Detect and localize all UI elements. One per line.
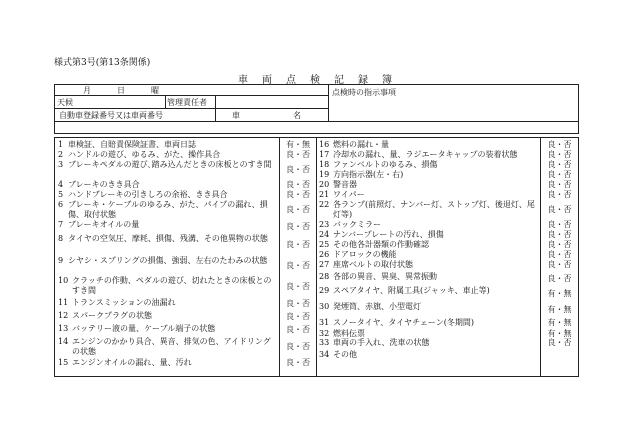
item-text: シヤシ・スプリングの損傷、強弱、左右のたわみの状態 [68,256,268,265]
item-text: バッテリー液の量、ケーブル端子の状態 [72,324,216,333]
month-label: 月 [83,86,91,95]
item-number: 27 [319,260,330,269]
inspection-item [58,200,278,220]
item-result-options: 良・否 [547,274,572,283]
inspection-item [58,337,278,358]
item-text: ファンベルトのゆるみ、損傷 [333,160,438,169]
item-text: ドアロックの機能 [333,250,397,259]
item-number: 13 [58,324,69,333]
item-text: ブレーキオイルの量 [68,220,140,229]
item-text: スペアタイヤ、附属工具(ジャッキ、車止等) [333,286,490,295]
name-label: 名 [293,111,301,120]
weather-label: 天候 [57,98,73,107]
item-result-options: 良・否 [286,342,310,351]
item-result-options: 良・否 [286,312,310,321]
item-text: 座席ベルトの取付状態 [333,260,413,269]
inspection-item [319,190,538,200]
item-number: 7 [58,220,64,229]
item-number: 33 [319,338,330,347]
item-text: タイヤの空気圧、摩耗、損傷、残溝、その他異物の状態 [68,234,268,243]
item-result-options: 良・否 [286,325,310,334]
title-char: 点 [286,75,296,86]
inspection-item [58,256,278,276]
item-text: ブレーキのきき具合 [68,180,140,189]
manager-label: 管理責任者 [167,98,207,107]
item-result-options: 良・否 [547,170,572,179]
item-number: 23 [319,220,330,229]
item-result-options: 有・無 [547,305,572,314]
item-number: 16 [319,140,330,149]
item-number: 3 [58,160,64,169]
inspection-item [58,140,278,150]
item-text: ブレーキペダルの遊び､踏み込んだときの床板とのすき間 [68,160,272,169]
item-number: 25 [319,240,330,249]
inspection-item [58,298,278,311]
inspection-item [58,276,278,298]
item-result-options: 良・否 [547,230,572,239]
item-number: 10 [58,276,69,285]
item-number: 18 [319,160,330,169]
inspection-item [319,160,538,170]
item-number: 34 [319,350,330,359]
vehicle-label: 車 [232,111,240,120]
item-text: 発煙筒、赤旗、小型電灯 [333,302,421,311]
item-text: 冷却水の漏れ、量、ラジエータキャップの装着状態 [333,150,518,159]
inspection-item [319,220,538,230]
inspection-item [319,350,538,360]
item-result-options: 良・否 [286,180,310,189]
item-result-options: 有・無 [547,289,572,298]
item-number: 2 [58,150,64,159]
item-number: 28 [319,272,330,281]
form-number: 様式第3号(第13条関係) [54,58,151,68]
item-text: ハンドブレーキの引きしろの余裕、きき具合 [68,190,228,199]
inspection-item [58,311,278,324]
inspection-item [58,160,278,180]
item-text: トランスミッションの油漏れ [72,298,176,307]
item-result-options: 有・無 [286,140,310,149]
item-result-options: 良・否 [547,180,572,189]
item-number: 15 [58,358,69,367]
item-text: ワイパー [333,190,365,199]
item-number: 32 [319,329,330,338]
item-number: 14 [58,337,69,346]
item-text: ブレーキ・ケーブルのゆるみ、がた、パイプの漏れ、損傷、取付状態 [68,200,268,219]
title-char: 簿 [382,75,392,86]
item-result-options: 良・否 [547,150,572,159]
item-number: 29 [319,286,330,295]
inspection-item [58,324,278,337]
title-char: 両 [262,75,272,86]
item-text: ハンドルの遊び、ゆるみ、がた、操作具合 [68,150,221,159]
item-result-options: 良・否 [286,205,310,214]
item-result-options: 良・否 [547,140,572,149]
item-number: 5 [58,190,64,199]
inspection-item [58,358,278,368]
title-char: 録 [358,75,368,86]
item-result-options: 良・否 [286,261,310,270]
item-text: スパークプラグの状態 [72,311,152,320]
inspection-item [58,150,278,160]
inspection-item [319,150,538,160]
item-result-options: 良・否 [547,205,572,214]
day-label: 日 [117,86,125,95]
inspection-item [58,220,278,234]
item-result-options: 良・否 [286,222,310,231]
item-result-options: 良・否 [286,282,310,291]
item-number: 8 [58,234,64,243]
weekday-label: 曜 [151,86,159,95]
item-number: 26 [319,250,330,259]
item-number: 31 [319,318,330,327]
item-number: 12 [58,311,69,320]
item-text: 各ランプ(前照灯、ナンバー灯、ストップ灯、後退灯、尾灯等) [333,200,535,219]
inspection-item [319,250,538,260]
inspection-item [319,170,538,180]
item-result-options: 良・否 [286,299,310,308]
inspection-item [319,329,538,338]
item-text: クラッチの作動、ペダルの遊び、切れたときの床板とのすき間 [72,276,272,295]
item-result-options: 良・否 [286,165,310,174]
item-text: その他各計器類の作動確認 [333,240,429,249]
item-text: 燃料の漏れ・量 [333,140,389,149]
inspection-item [319,230,538,240]
item-text: その他 [333,350,357,359]
item-number: 4 [58,180,64,189]
inspection-item [319,240,538,250]
inspection-table [54,137,579,377]
item-result-options: 有・無 [547,329,572,338]
header-table [54,84,579,134]
inspection-item [319,180,538,190]
item-text: 車両の手入れ、洗車の状態 [333,338,430,347]
item-result-options: 良・否 [547,220,572,229]
item-result-options: 有・無 [547,318,572,327]
item-result-options: 良・否 [547,250,572,259]
item-result-options: 良・否 [286,150,310,159]
item-result-options: 良・否 [286,240,310,249]
item-number: 24 [319,230,330,239]
title-char: 車 [238,75,248,86]
item-text: 警音器 [333,180,357,189]
item-result-options: 良・否 [547,190,572,199]
inspection-item [319,200,538,220]
inspection-item [319,286,538,302]
item-text: ナンバープレートの汚れ、損傷 [333,230,444,239]
inspection-item [319,318,538,329]
item-result-options: 良・否 [547,260,572,269]
item-number: 6 [58,200,64,209]
item-result-options: 良・否 [547,160,572,169]
item-number: 17 [319,150,330,159]
item-text: 各部の異音、異臭、異常振動 [333,272,437,281]
item-number: 19 [319,170,330,179]
inspection-item [319,302,538,318]
item-number: 1 [58,140,64,149]
registration-label: 自動車登録番号又は車両番号 [59,111,163,120]
item-result-options: 良・否 [547,338,572,347]
item-result-options: 良・否 [547,240,572,249]
instructions-label: 点検時の指示事項 [332,88,396,97]
inspection-item [58,180,278,190]
inspection-item [319,338,538,350]
item-number: 20 [319,180,330,189]
item-text: エンジンのかかり具合、異音、排気の色、アイドリングの状態 [72,337,271,356]
item-text: 方向指示器(左・右) [333,170,404,179]
title-char: 検 [310,75,320,86]
item-result-options: 良・否 [286,190,310,199]
item-text: スノータイヤ、タイヤチェーン(冬期間) [333,318,474,327]
inspection-item [319,260,538,272]
inspection-item [58,234,278,256]
title-char: 記 [334,75,344,86]
item-text: 燃料伝票 [333,329,365,338]
item-text: バックミラー [333,220,381,229]
item-number: 21 [319,190,330,199]
item-text: エンジンオイルの漏れ、量、汚れ [72,358,192,367]
item-number: 22 [319,200,330,209]
inspection-item [319,272,538,286]
inspection-item [58,190,278,200]
item-number: 30 [319,302,330,311]
item-text: 車検証、自賠責保険証書、車両日誌 [68,140,196,149]
item-result-options: 良・否 [286,358,310,367]
item-number: 11 [58,298,69,307]
item-number: 9 [58,256,64,265]
inspection-item [319,140,538,150]
